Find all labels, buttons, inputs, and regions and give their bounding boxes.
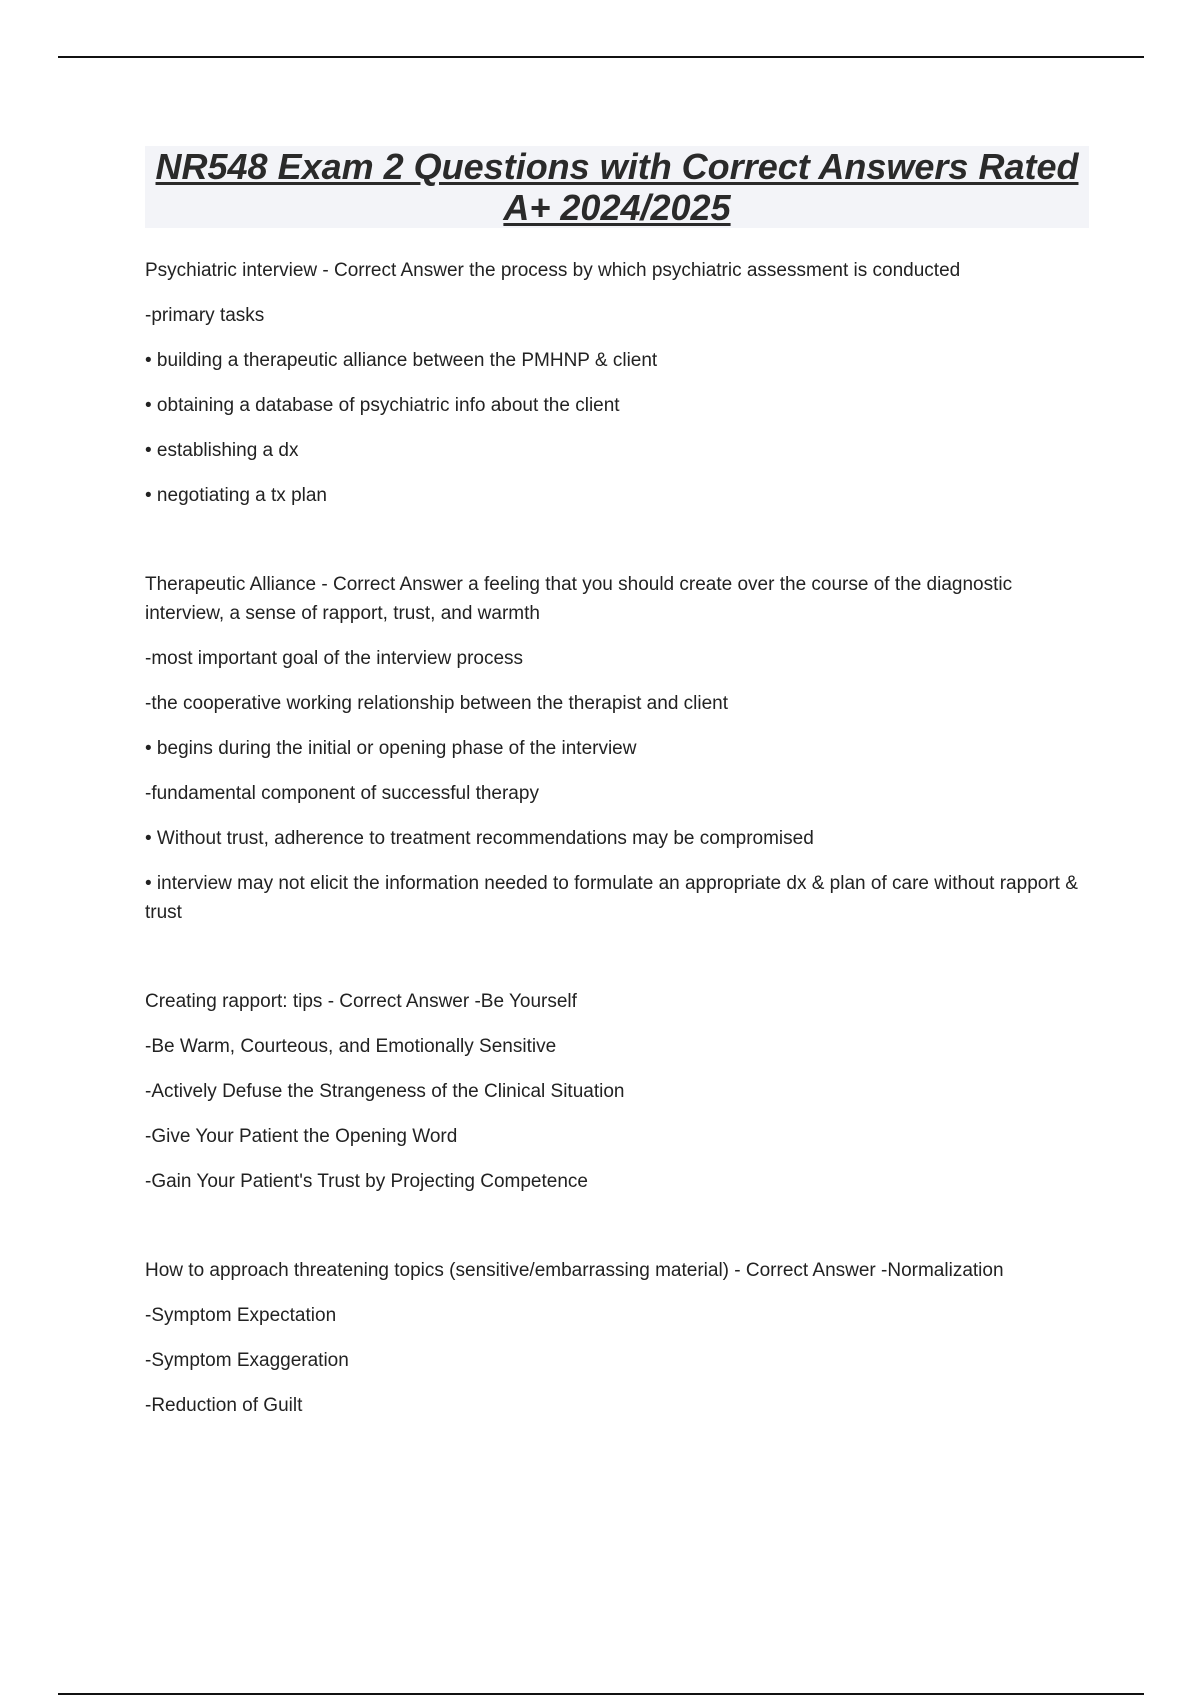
entry-line: • negotiating a tx plan	[145, 485, 328, 506]
entry-line: • establishing a dx	[145, 440, 299, 461]
title-line-2: A+ 2024/2025	[503, 187, 731, 228]
entry-line: • obtaining a database of psychiatric info about the client	[145, 395, 620, 416]
entry-line: -Gain Your Patient's Trust by Projecting Competence	[145, 1171, 588, 1192]
entry-line: -Symptom Expectation	[145, 1305, 337, 1326]
qa-entry-threatening-topics	[145, 1256, 1090, 1420]
document-title	[145, 146, 1089, 228]
entry-line: -the cooperative working relationship between the therapist and client	[145, 693, 729, 714]
entry-line: • begins during the initial or opening phase of the interview	[145, 738, 637, 759]
qa-entry-psychiatric-interview	[145, 256, 1090, 510]
bottom-rule	[58, 1693, 1144, 1695]
entry-line: • building a therapeutic alliance between the PMHNP & client	[145, 350, 658, 371]
entry-line: How to approach threatening topics (sensitive/embarrassing material) - Correct Answer -Normalization	[145, 1260, 1004, 1281]
entry-line: Psychiatric interview - Correct Answer the process by which psychiatric assessment is conducted	[145, 260, 961, 281]
entry-line: -Give Your Patient the Opening Word	[145, 1126, 458, 1147]
entry-line: -primary tasks	[145, 305, 265, 326]
entry-line: -Symptom Exaggeration	[145, 1350, 349, 1371]
document-body	[145, 256, 1090, 1420]
entry-line: Creating rapport: tips - Correct Answer -Be Yourself	[145, 991, 577, 1012]
qa-entry-therapeutic-alliance	[145, 570, 1090, 927]
entry-line: -fundamental component of successful therapy	[145, 783, 539, 804]
entry-line: -most important goal of the interview process	[145, 648, 524, 669]
entry-line: -Actively Defuse the Strangeness of the Clinical Situation	[145, 1081, 625, 1102]
title-line-1: NR548 Exam 2 Questions with Correct Answers Rated	[155, 146, 1079, 187]
entry-line: -Be Warm, Courteous, and Emotionally Sensitive	[145, 1036, 557, 1057]
entry-line: Therapeutic Alliance - Correct Answer a feeling that you should create over the course of the diagnostic interview, a sense of rapport, trust, and warmth	[145, 574, 1018, 624]
entry-line: -Reduction of Guilt	[145, 1395, 303, 1416]
entry-line: • interview may not elicit the information needed to formulate an appropriate dx & plan of care without rapport & trust	[145, 873, 1084, 923]
qa-entry-creating-rapport	[145, 987, 1090, 1196]
top-rule	[58, 56, 1144, 58]
entry-line: • Without trust, adherence to treatment recommendations may be compromised	[145, 828, 814, 849]
